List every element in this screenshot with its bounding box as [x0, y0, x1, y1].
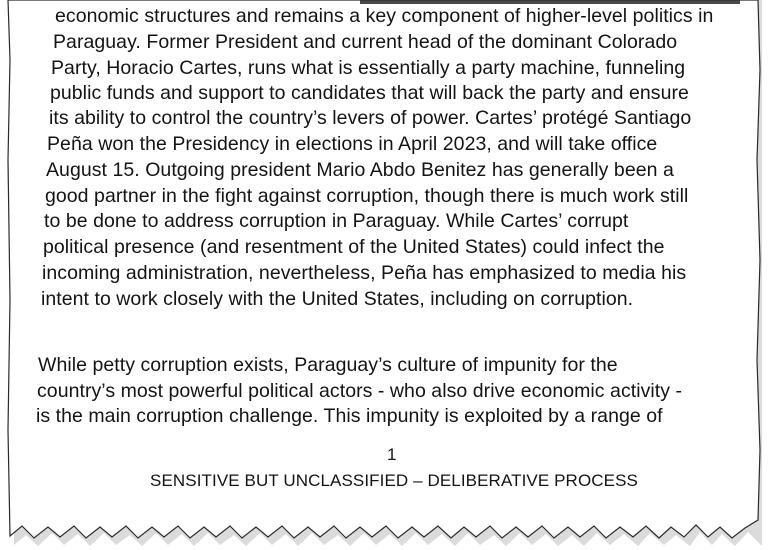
paragraph-2-line-1: While petty corruption exists, Paraguay’s culture of impunity for the: [38, 354, 618, 376]
paragraph-1-line-12: intent to work closely with the United States, including on corruption.: [41, 288, 634, 310]
paragraph-1-line-10: political presence (and resentment of the United States) could infect the: [43, 236, 665, 258]
paragraph-2-line-3: is the main corruption challenge. This impunity is exploited by a range of: [36, 405, 663, 427]
paragraph-1-line-4: public funds and support to candidates that will back the party and ensure: [50, 82, 689, 104]
paragraph-1-line-6: Peña won the Presidency in elections in April 2023, and will take office: [47, 133, 658, 155]
page-number: 1: [387, 445, 397, 464]
paragraph-1-line-8: good partner in the fight against corruption, though there is much work still: [45, 185, 689, 207]
paragraph-1-line-5: its ability to control the country’s levers of power. Cartes’ protégé Santiago: [49, 107, 692, 129]
paragraph-1-line-2: Paraguay. Former President and current head of the dominant Colorado: [53, 31, 678, 53]
paragraph-1-line-11: incoming administration, nevertheless, Peña has emphasized to media his: [42, 262, 687, 284]
paragraph-1-line-7: August 15. Outgoing president Mario Abdo Benitez has generally been a: [46, 159, 674, 181]
paragraph-1-line-1: economic structures and remains a key component of higher-level politics in: [55, 5, 714, 27]
paragraph-1-line-9: to be done to address corruption in Paraguay. While Cartes’ corrupt: [44, 210, 629, 232]
classification-marking: SENSITIVE BUT UNCLASSIFIED – DELIBERATIVE PROCESS: [150, 471, 638, 490]
paragraph-1-line-3: Party, Horacio Cartes, runs what is essentially a party machine, funneling: [51, 57, 686, 79]
paragraph-2-line-2: country’s most powerful political actors - who also drive economic activity -: [37, 380, 683, 402]
